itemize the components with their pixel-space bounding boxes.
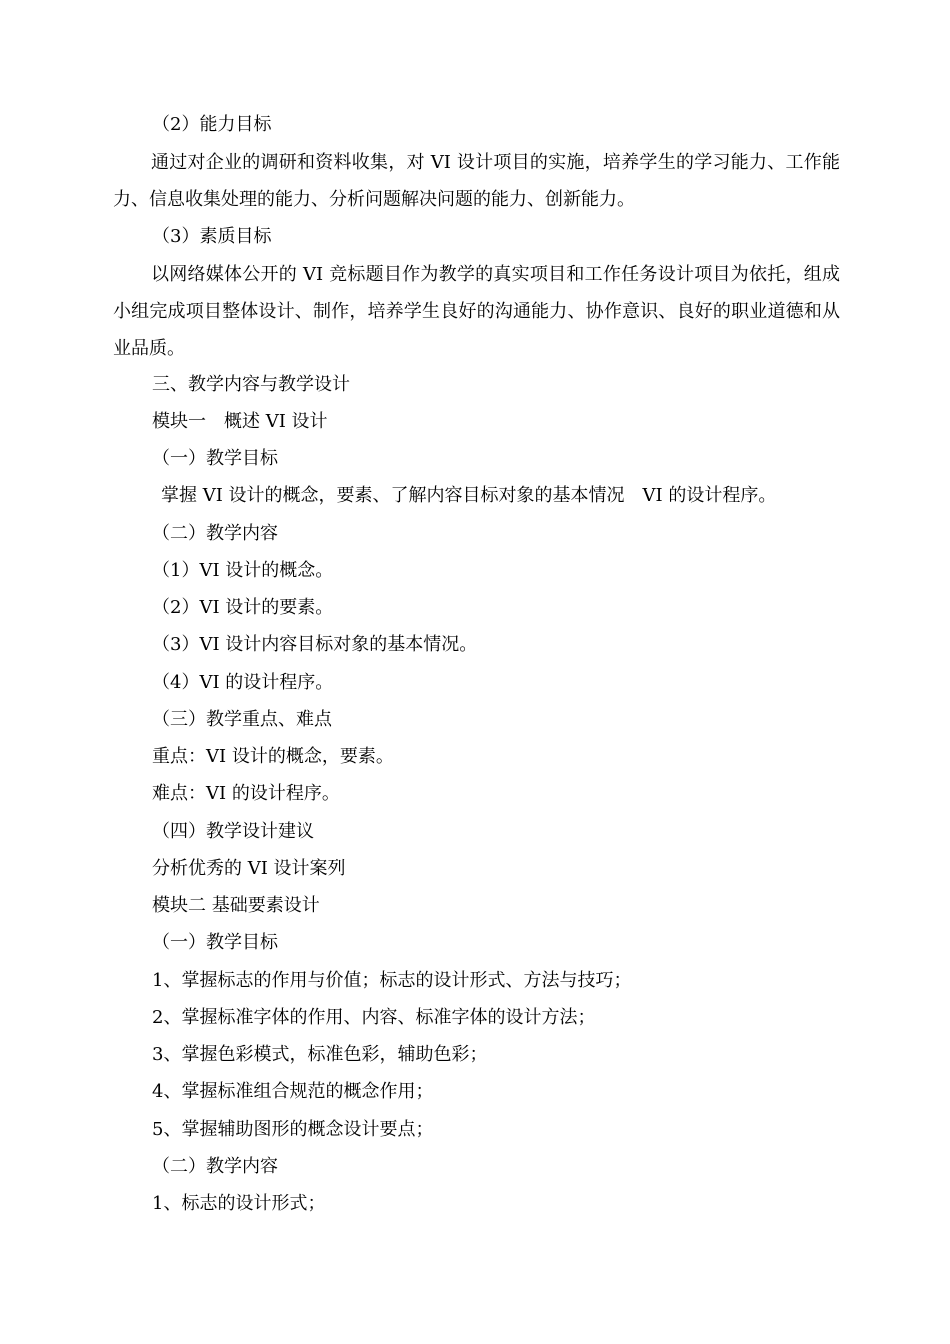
list-item: 5、掌握辅助图形的概念设计要点； <box>152 1119 434 1140</box>
module-two-title: 模块二 基础要素设计 <box>152 895 320 916</box>
m2-subheading-goal: （一）教学目标 <box>152 932 278 953</box>
m1-subheading-key-points: （三）教学重点、难点 <box>152 709 332 730</box>
list-item: 1、标志的设计形式； <box>152 1193 326 1214</box>
m1-subheading-goal: （一）教学目标 <box>152 448 278 469</box>
difficult-point-text: 难点：VI 的设计程序。 <box>152 783 340 804</box>
list-item: （2）VI 设计的要素。 <box>152 597 334 618</box>
design-advice-text: 分析优秀的 VI 设计案列 <box>152 858 346 879</box>
paragraph-quality-goal: 以网络媒体公开的 VI 竞标题目作为教学的真实项目和工作任务设计项目为依托，组成小组完成项目整体设计、制作，培养学生良好的沟通能力、协作意识、良好的职业道德和从业品质。 <box>113 264 840 359</box>
m2-subheading-content: （二）教学内容 <box>152 1156 278 1177</box>
list-item: 4、掌握标准组合规范的概念作用； <box>152 1081 434 1102</box>
m1-subheading-content: （二）教学内容 <box>152 523 278 544</box>
heading-ability-goal: （2）能力目标 <box>152 114 272 135</box>
m1-subheading-design-advice: （四）教学设计建议 <box>152 821 314 842</box>
list-item: 1、掌握标志的作用与价值；标志的设计形式、方法与技巧； <box>152 970 632 991</box>
section-heading-teaching-content: 三、教学内容与教学设计 <box>152 374 350 395</box>
list-item: 2、掌握标准字体的作用、内容、标准字体的设计方法； <box>152 1007 596 1028</box>
m1-goal-text: 掌握 VI 设计的概念，要素、了解内容目标对象的基本情况 VI 的设计程序。 <box>161 485 777 506</box>
list-item: （3）VI 设计内容目标对象的基本情况。 <box>152 634 478 655</box>
key-point-text: 重点：VI 设计的概念，要素。 <box>152 746 394 767</box>
heading-quality-goal: （3）素质目标 <box>152 226 272 247</box>
paragraph-ability-goal: 通过对企业的调研和资料收集，对 VI 设计项目的实施，培养学生的学习能力、工作能力、信息收集处理的能力、分析问题解决问题的能力、创新能力。 <box>113 152 840 210</box>
list-item: （1）VI 设计的概念。 <box>152 560 334 581</box>
list-item: 3、掌握色彩模式，标准色彩，辅助色彩； <box>152 1044 488 1065</box>
list-item: （4）VI 的设计程序。 <box>152 672 334 693</box>
module-one-title: 模块一 概述 VI 设计 <box>152 411 328 432</box>
